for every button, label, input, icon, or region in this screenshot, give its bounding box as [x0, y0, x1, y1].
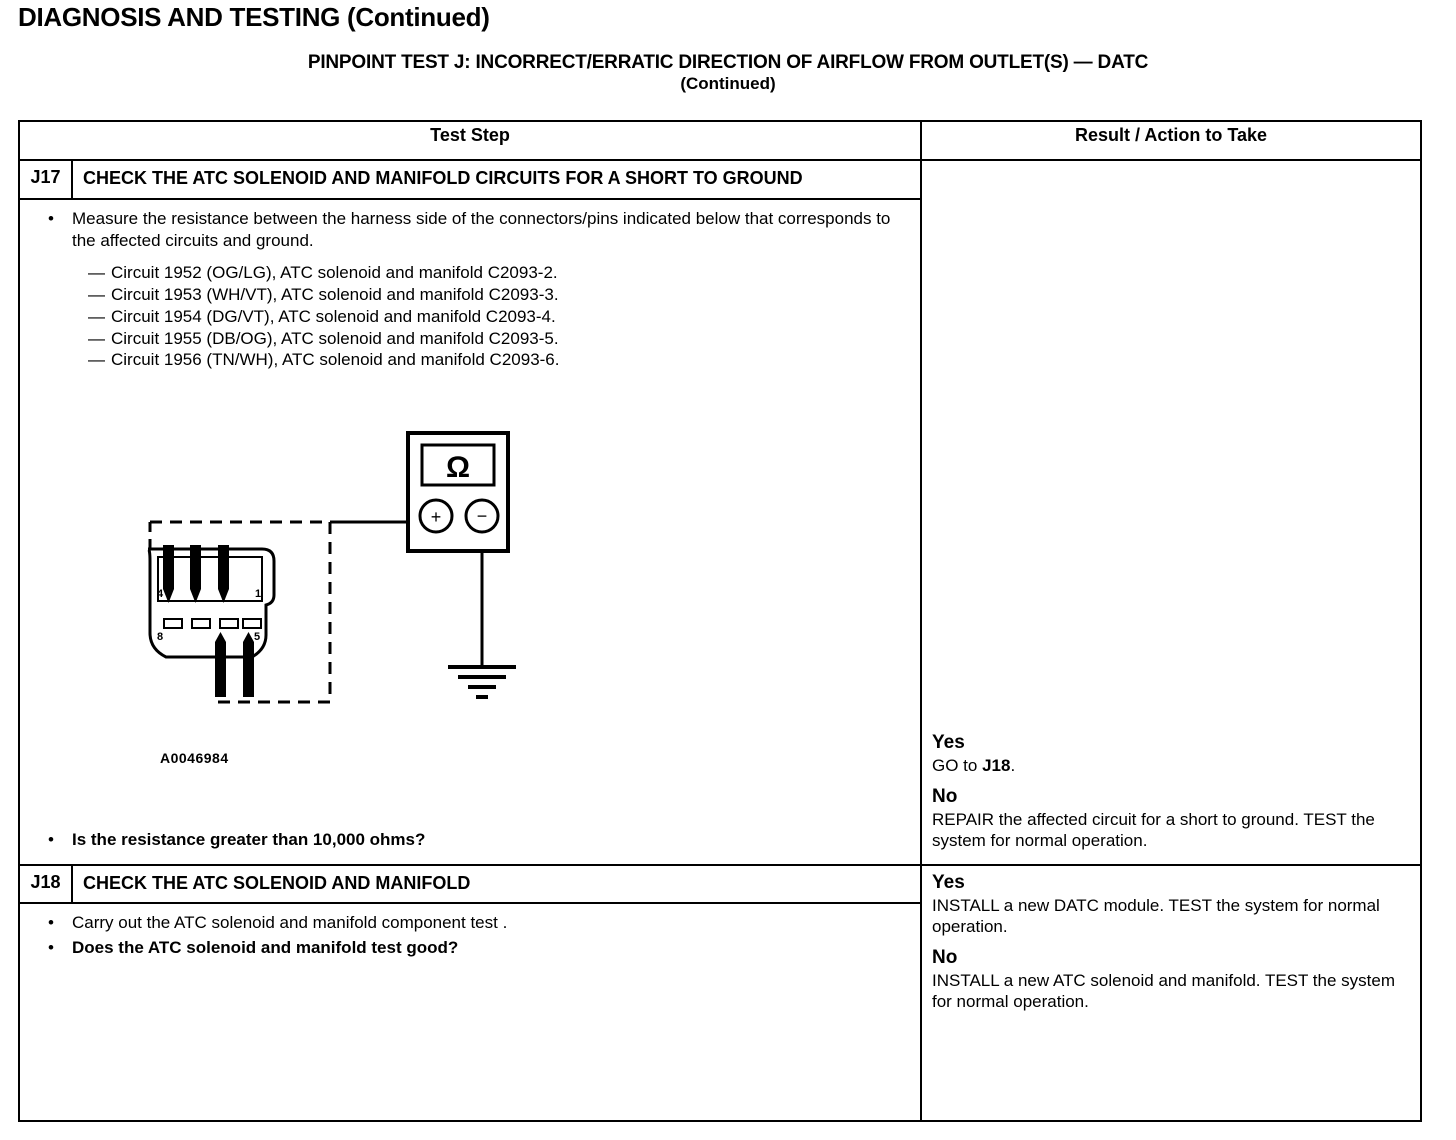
- pinpoint-test-subtitle: (Continued): [680, 74, 776, 93]
- circuit-text: Circuit 1955 (DB/OG), ATC solenoid and manifold C2093-5.: [111, 328, 559, 348]
- column-header-test-step: Test Step: [19, 121, 921, 160]
- step-body-j17: [19, 199, 921, 865]
- list-item: [88, 284, 912, 306]
- list-item: [88, 328, 912, 350]
- probe-pin-d: [215, 642, 226, 697]
- question-bullet-j17: [30, 829, 912, 851]
- bullet-marker: •: [48, 208, 54, 228]
- circuit-text: Circuit 1954 (DG/VT), ATC solenoid and manifold C2093-4.: [111, 306, 556, 326]
- dash-marker: —: [88, 263, 105, 283]
- step-bullet-j18-2: [30, 937, 912, 959]
- plus-icon: +: [430, 507, 442, 528]
- result-label-yes-j17: Yes: [932, 731, 965, 753]
- dash-marker: —: [88, 350, 105, 370]
- instruction-bullet: [30, 208, 912, 253]
- table-header-row: [19, 121, 1421, 160]
- pin-label-4: 4: [157, 588, 164, 601]
- diagnostic-table: [18, 120, 1422, 1122]
- list-item: [88, 262, 912, 284]
- step-id-j17: J17: [19, 160, 72, 199]
- table-row: [19, 160, 1421, 199]
- table-row: [19, 865, 1421, 904]
- step-title-j17: CHECK THE ATC SOLENOID AND MANIFOLD CIRCUITS FOR A SHORT TO GROUND: [72, 160, 921, 199]
- pin-label-8: 8: [157, 631, 164, 644]
- question-text-j17: Is the resistance greater than 10,000 ohms?: [72, 830, 426, 850]
- step-bullet-j18-1: [30, 912, 912, 934]
- circuit-list: [88, 262, 912, 371]
- probe-pin-a: [163, 545, 174, 589]
- result-label-no-j18: No: [932, 947, 958, 969]
- circuit-text: Circuit 1956 (TN/WH), ATC solenoid and manifold C2093-6.: [111, 350, 560, 370]
- pinpoint-test-title: PINPOINT TEST J: INCORRECT/ERRATIC DIRECTION OF AIRFLOW FROM OUTLET(S) — DATC: [307, 52, 1149, 73]
- dash-marker: —: [88, 328, 105, 348]
- socket-2: [192, 619, 210, 628]
- bullet-marker: •: [48, 937, 54, 957]
- probe-pin-c: [218, 545, 229, 589]
- result-goto-ref: J18: [982, 755, 1011, 775]
- step-text-j18-1: Carry out the ATC solenoid and manifold component test .: [72, 913, 508, 933]
- step-body-j18: [19, 903, 921, 1121]
- socket-1: [164, 619, 182, 628]
- result-text-yes-j17: GO to J18.: [932, 755, 1016, 775]
- result-cell-j18: [921, 865, 1421, 1122]
- pin-label-1: 1: [255, 588, 262, 601]
- page-title: DIAGNOSIS AND TESTING (Continued): [18, 2, 490, 32]
- result-text-yes-j18: INSTALL a new DATC module. TEST the system for normal operation.: [932, 895, 1380, 936]
- circuit-text: Circuit 1953 (WH/VT), ATC solenoid and manifold C2093-3.: [111, 285, 559, 305]
- result-text-no-j17: REPAIR the affected circuit for a short to ground. TEST the system for normal operation.: [932, 810, 1375, 851]
- step-title-j18: CHECK THE ATC SOLENOID AND MANIFOLD: [72, 865, 921, 904]
- result-label-no-j17: No: [932, 786, 958, 808]
- pin-label-5: 5: [254, 631, 261, 644]
- socket-3: [220, 619, 238, 628]
- ohm-symbol: Ω: [445, 451, 471, 485]
- bullet-marker: •: [48, 830, 54, 850]
- socket-4: [243, 619, 261, 628]
- instruction-text: Measure the resistance between the harness side of the connectors/pins indicated below that corresponds to the affected circuits and ground.: [72, 208, 891, 250]
- minus-icon: −: [476, 506, 488, 527]
- list-item: [88, 306, 912, 328]
- result-label-yes-j18: Yes: [932, 871, 965, 893]
- question-text-j18: Does the ATC solenoid and manifold test good?: [72, 937, 459, 957]
- wiring-diagram-figure: [30, 427, 912, 817]
- result-text-no-j18: INSTALL a new ATC solenoid and manifold. TEST the system for normal operation.: [932, 971, 1396, 1012]
- list-item: [88, 349, 912, 371]
- step-id-j18: J18: [19, 865, 72, 904]
- column-header-result-action: Result / Action to Take: [921, 121, 1421, 160]
- bullet-marker: •: [48, 913, 54, 933]
- dash-marker: —: [88, 306, 105, 326]
- result-cell-j17: [921, 160, 1421, 865]
- dash-marker: —: [88, 285, 105, 305]
- ohmmeter-connector-diagram: [30, 427, 730, 767]
- figure-id: A0046984: [160, 750, 229, 767]
- probe-pin-b: [190, 545, 201, 589]
- probe-pin-e: [243, 642, 254, 697]
- circuit-text: Circuit 1952 (OG/LG), ATC solenoid and manifold C2093-2.: [111, 263, 558, 283]
